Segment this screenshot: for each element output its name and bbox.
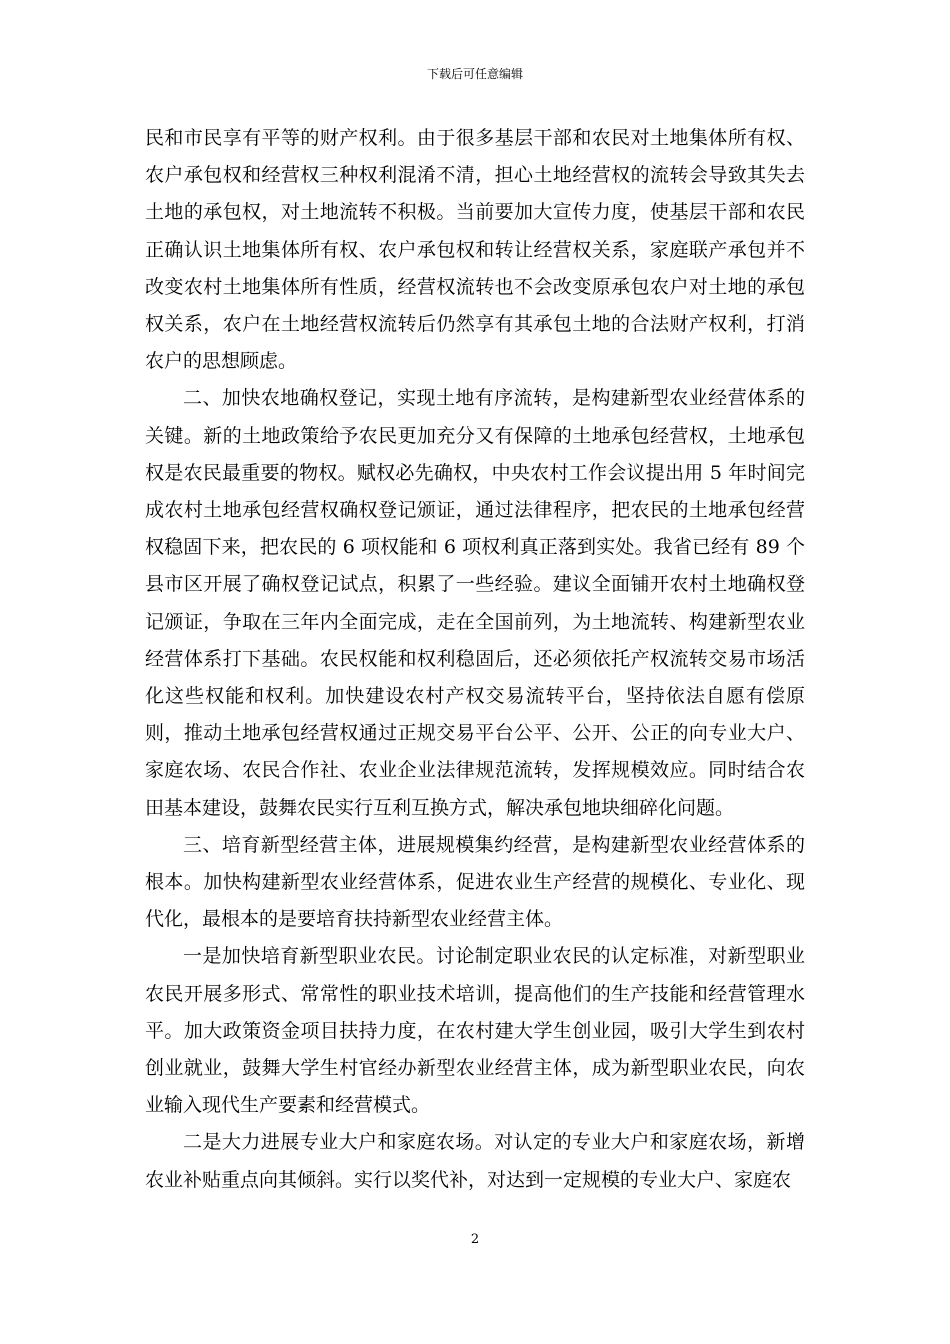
paragraph-2: 二、加快农地确权登记，实现土地有序流转，是构建新型农业经营体系的关键。新的土地政策给予农民更加充分又有保障的土地承包经营权，土地承包权是农民最重要的物权。赋权必先确权，中央农村工作会议提出用 5 年时间完成农村土地承包经营权确权登记颁证，通过法律程序，把农民的土地承包经营权稳固下来，把农民的 6 项权能和 6 项权利真正落到实处。我省已经有 89 个县市区开展了确权登记试点，积累了一些经验。建议全面铺开农村土地确权登记颁证，争取在三年内全面完成，走在全国前列，为土地流转、构建新型农业经营体系打下基础。农民权能和权利稳固后，还必须依托产权流转交易市场活化这些权能和权利。加快建设农村产权交易流转平台，坚持依法自愿有偿原则，推动土地承包经营权通过正规交易平台公平、公开、公正的向专业大户、家庭农场、农民合作社、农业企业法律规范流转，发挥规模效应。同时结合农田基本建设，鼓舞农民实行互利互换方式，解决承包地块细碎化问题。 (145, 387, 805, 819)
page-number: 2 (470, 1232, 480, 1247)
document-body (145, 120, 805, 1199)
page-header: 下载后可任意编辑 (426, 67, 523, 81)
paragraph-1: 民和市民享有平等的财产权利。由于很多基层干部和农民对土地集体所有权、农户承包权和经营权三种权利混淆不清，担心土地经营权的流转会导致其失去土地的承包权，对土地流转不积极。当前要加大宣传力度，使基层干部和农民正确认识土地集体所有权、农户承包权和转让经营权关系，家庭联产承包并不改变农村土地集体所有性质，经营权流转也不会改变原承包农户对土地的承包权关系，农户在土地经营权流转后仍然享有其承包土地的合法财产权利，打消农户的思想顾虑。 (145, 127, 805, 373)
paragraph-5: 二是大力进展专业大户和家庭农场。对认定的专业大户和家庭农场，新增农业补贴重点向其倾斜。实行以奖代补，对达到一定规模的专业大户、家庭农 (145, 1131, 805, 1191)
paragraph-4: 一是加快培育新型职业农民。讨论制定职业农民的认定标准，对新型职业农民开展多形式、常常性的职业技术培训，提高他们的生产技能和经营管理水平。加大政策资金项目扶持力度，在农村建大学生创业园，吸引大学生到农村创业就业，鼓舞大学生村官经办新型农业经营主体，成为新型职业农民，向农业输入现代生产要素和经营模式。 (145, 945, 805, 1117)
paragraph-3: 三、培育新型经营主体，进展规模集约经营，是构建新型农业经营体系的根本。加快构建新型农业经营体系，促进农业生产经营的规模化、专业化、现代化，最根本的是要培育扶持新型农业经营主体。 (145, 833, 805, 931)
